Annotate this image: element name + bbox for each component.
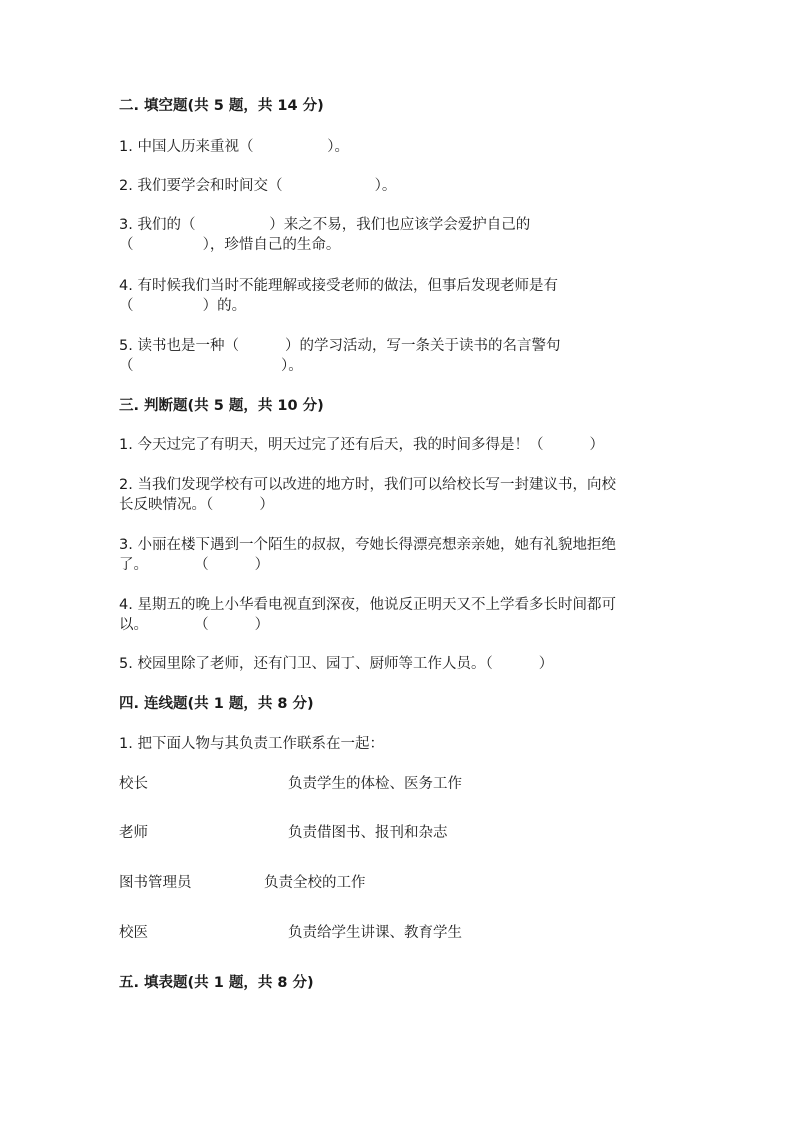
fill-blank-question-1: 1. 中国人历来重视（ ）。	[119, 139, 349, 155]
true-false-question-1: 1. 今天过完了有明天，明天过完了还有后天，我的时间多得是！（ ）	[119, 437, 605, 453]
fill-blank-question-5-line1: 5. 读书也是一种（ ）的学习活动，写一条关于读书的名言警句	[119, 338, 561, 354]
true-false-question-3-line1: 3. 小丽在楼下遇到一个陌生的叔叔，夸她长得漂亮想亲亲她，她有礼貌地拒绝	[119, 537, 616, 553]
matching-left-item: 老师	[119, 825, 148, 841]
fill-blank-question-3-line1: 3. 我们的（ ）来之不易，我们也应该学会爱护自己的	[119, 217, 531, 233]
matching-left-item: 校长	[119, 776, 148, 792]
true-false-question-4-line1: 4. 星期五的晚上小华看电视直到深夜，他说反正明天又不上学看多长时间都可	[119, 597, 616, 613]
fill-blank-question-5-line2: （ ）。	[119, 358, 303, 374]
section-heading-table-fill: 五. 填表题(共 1 题，共 8 分)	[119, 975, 314, 991]
matching-right-item: 负责学生的体检、医务工作	[288, 776, 462, 792]
matching-left-item: 校医	[119, 925, 148, 941]
matching-right-item: 负责借图书、报刊和杂志	[288, 825, 448, 841]
fill-blank-question-3-line2: （ ），珍惜自己的生命。	[119, 237, 341, 253]
section-heading-matching: 四. 连线题(共 1 题，共 8 分)	[119, 696, 314, 712]
section-heading-true-false: 三. 判断题(共 5 题，共 10 分)	[119, 398, 324, 414]
section-heading-fill-blank: 二. 填空题(共 5 题，共 14 分)	[119, 98, 324, 114]
matching-right-item: 负责给学生讲课、教育学生	[288, 925, 462, 941]
true-false-question-4-line2: 以。 （ ）	[119, 617, 270, 633]
matching-right-item: 负责全校的工作	[264, 875, 366, 891]
matching-left-item: 图书管理员	[119, 875, 192, 891]
true-false-question-5: 5. 校园里除了老师，还有门卫、园丁、厨师等工作人员。（ ）	[119, 656, 554, 672]
matching-instruction: 1. 把下面人物与其负责工作联系在一起：	[119, 736, 384, 752]
true-false-question-3-line2: 了。 （ ）	[119, 557, 270, 573]
true-false-question-2-line2: 长反映情况。（ ）	[119, 497, 274, 513]
true-false-question-2-line1: 2. 当我们发现学校有可以改进的地方时，我们可以给校长写一封建议书，向校	[119, 477, 616, 493]
fill-blank-question-4-line2: （ ）的。	[119, 298, 247, 314]
fill-blank-question-2: 2. 我们要学会和时间交（ ）。	[119, 178, 397, 194]
fill-blank-question-4-line1: 4. 有时候我们当时不能理解或接受老师的做法，但事后发现老师是有	[119, 278, 558, 294]
